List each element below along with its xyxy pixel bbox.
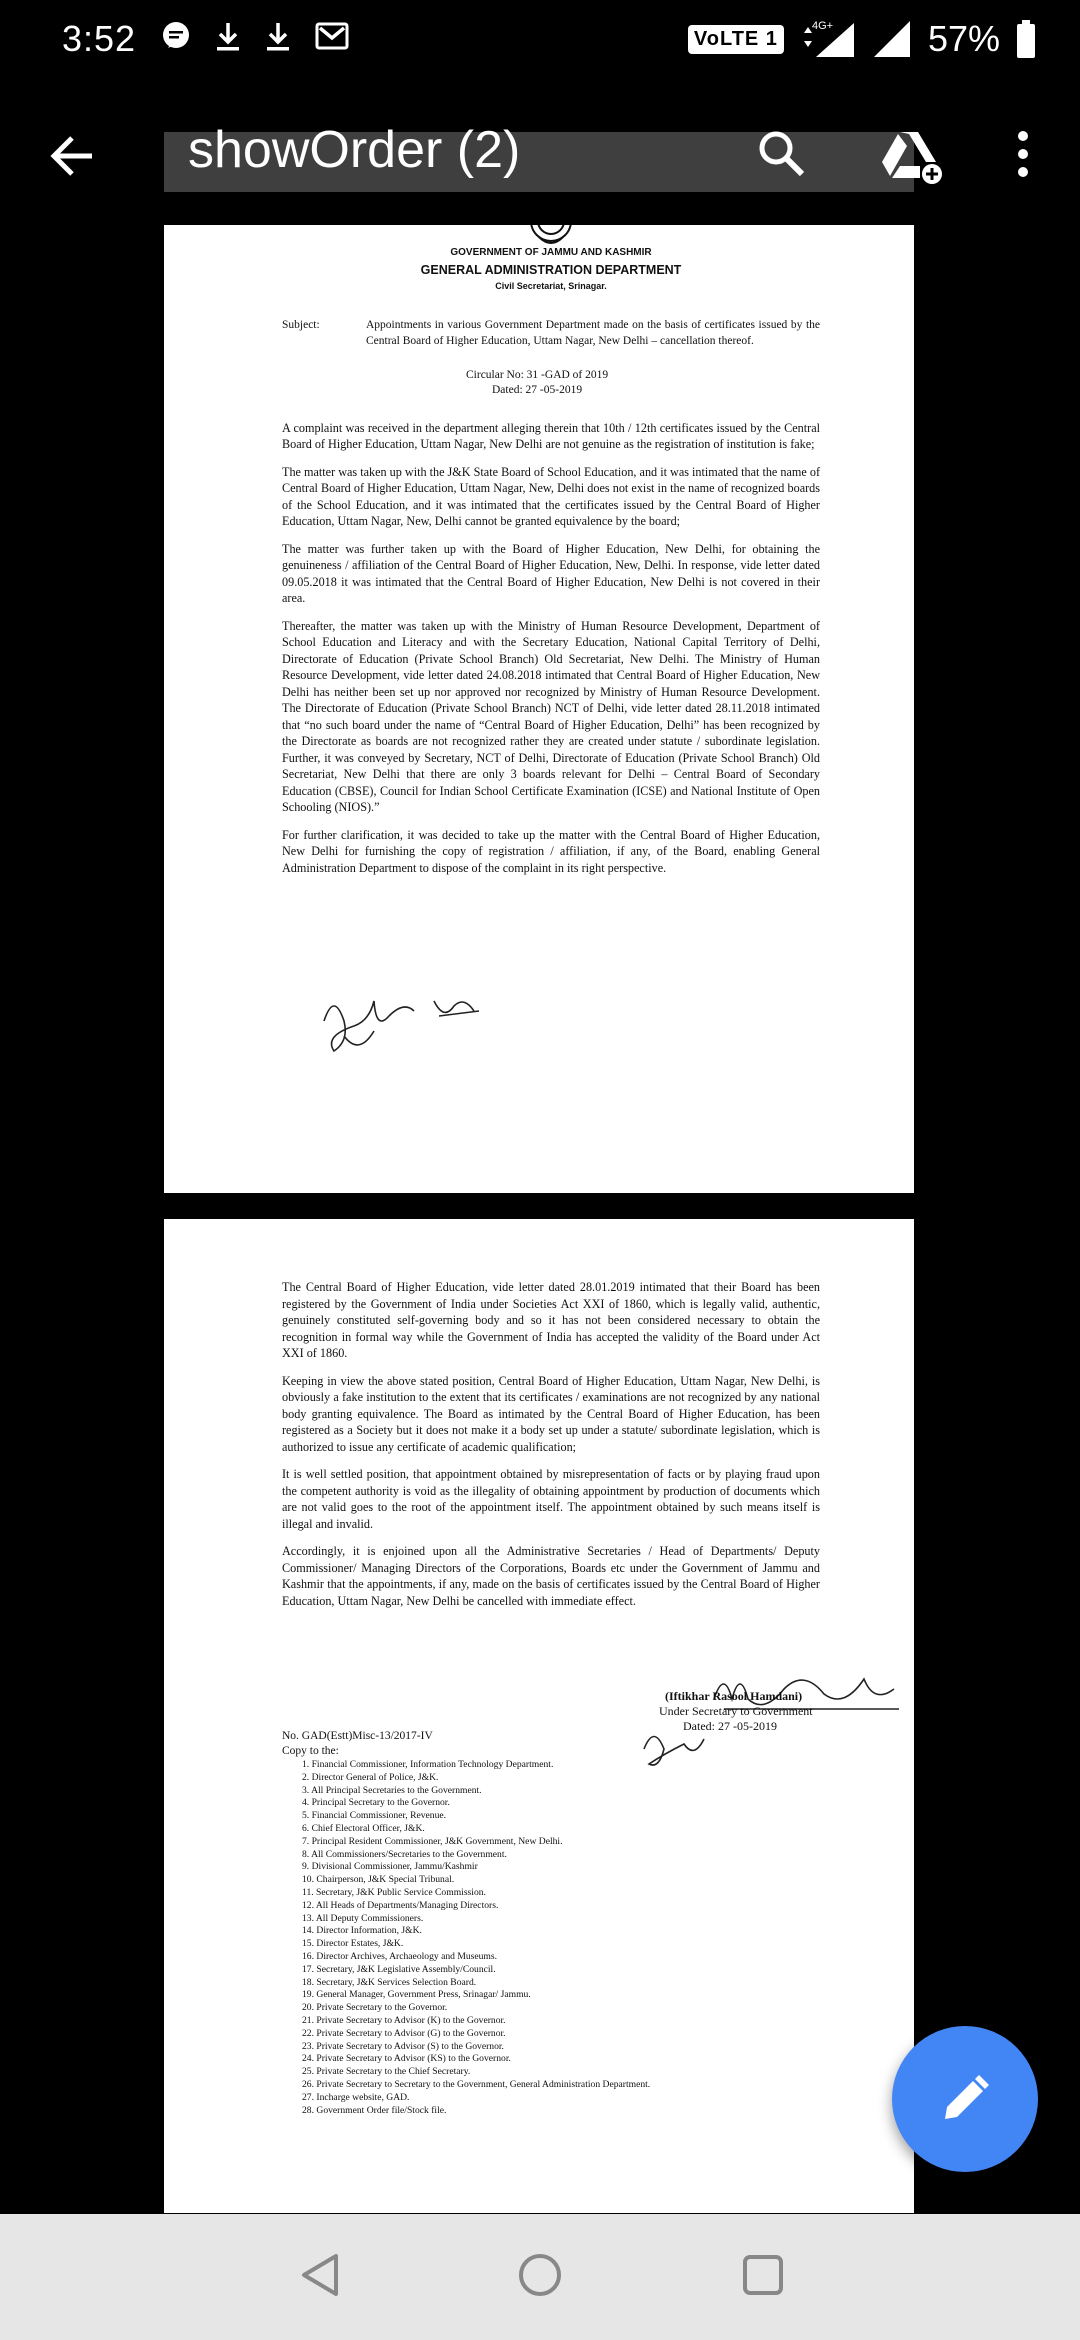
list-item: 21. Private Secretary to Advisor (K) to the Governor.	[302, 2014, 506, 2026]
status-bar	[0, 0, 1080, 82]
download-icon-2	[264, 20, 292, 52]
signal-icon	[872, 19, 912, 59]
list-item: 15. Director Estates, J&K.	[302, 1938, 404, 1950]
list-item: 28. Government Order file/Stock file.	[302, 2104, 447, 2116]
nav-back-icon[interactable]	[296, 2250, 346, 2300]
list-item: 27. Incharge website, GAD.	[302, 2091, 410, 2103]
list-item: 2. Director General of Police, J&K.	[302, 1771, 439, 1783]
paragraph: The matter was further taken up with the Board of Higher Education, New Delhi, for obtaining the genuineness / affiliation of the Central Board of Higher Education, New, Delhi. In response, vide letter dated 09.05.2018 it was intimated that the Central Board of Higher Education, New Delhi is not covered in their area.	[282, 541, 820, 605]
list-item: 19. General Manager, Government Press, Srinagar/ Jammu.	[302, 1989, 531, 2001]
gmail-icon	[314, 20, 350, 52]
header-department: GENERAL ADMINISTRATION DEPARTMENT	[420, 262, 682, 277]
list-item: 5. Financial Commissioner, Revenue.	[302, 1810, 447, 1822]
signatory-title: Under Secretary to Government	[659, 1704, 813, 1718]
subject-label: Subject:	[282, 318, 320, 331]
letterhead	[282, 245, 820, 295]
list-item: 12. All Heads of Departments/Managing Directors.	[302, 1899, 499, 1911]
status-time: 3:52	[62, 18, 137, 59]
list-item: 25. Private Secretary to the Chief Secretary.	[302, 2066, 471, 2078]
battery-icon	[1016, 20, 1036, 58]
signal-4g-icon	[800, 19, 856, 59]
list-item: 24. Private Secretary to Advisor (KS) to the Governor.	[302, 2053, 511, 2065]
nav-recents-icon[interactable]	[738, 2250, 788, 2300]
drive-add-icon[interactable]	[880, 128, 944, 184]
list-item: 4. Principal Secretary to the Governor.	[302, 1797, 450, 1809]
paragraph: Thereafter, the matter was taken up with the Ministry of Human Resource Development, Department of School Education and Literacy and with the Secretary Education, National Capital Territory of Delhi, Directorate of Education (Private School Branch) Old Secretariat, New Delhi. The Ministry of Human Resource Development, vide letter dated 24.08.2018 intimated that Central Board of Higher Education, New Delhi has neither been set up nor approved nor recognized by Ministry of Human Resource Development. The Directorate of Education (Private School Branch) NCT of Delhi, vide letter dated 28.11.2018 intimated that “no such board under the name of “Central Board of Higher Education, Delhi” has been recognized by the Directorate as boards are not recognized rather they are created under statute / subordinate legislation. Further, it was conveyed by Secretary, NCT of Delhi, Directorate of Education (Private School Branch) Old Secretariat, New Delhi that there are only 3 boards relevant for Delhi – Central Board of Secondary Education (CBSE), Council for Indian School Certificate Examination (ICSE) and National Institute of Open Schooling (NIOS).”	[282, 618, 820, 814]
signatory-date: Dated: 27 -05-2019	[683, 1719, 777, 1733]
list-item: 18. Secretary, J&K Services Selection Board.	[302, 1976, 477, 1988]
list-item: 1. Financial Commissioner, Information Technology Department.	[302, 1759, 554, 1770]
notification-icons	[160, 20, 350, 52]
paragraph: Accordingly, it is enjoined upon all the Administrative Secretaries / Head of Departments/ Deputy Commissioner/ Managing Directors of the Corporations, Boards etc under the Government of Jammu and Kashmir that the appointments, if any, made on the basis of certificates issued by the Central Board of Higher Education, Uttam Nagar, New Delhi be cancelled with immediate effect.	[282, 1544, 820, 1608]
battery-percent: 57%	[927, 18, 1000, 59]
volte-badge: VoLTE 1	[688, 25, 784, 54]
paragraph: It is well settled position, that appointment obtained by misrepresentation of facts or by playing fraud upon the competent authority is void as the illegality of obtaining appointment by production of documents which are not valid goes to the root of the appointment itself. The appointment obtained by such means itself is illegal and invalid.	[282, 1467, 820, 1531]
list-item: 14. Director Information, J&K.	[302, 1925, 422, 1937]
list-item: 8. All Commissioners/Secretaries to the Government.	[302, 1848, 507, 1860]
list-item: 9. Divisional Commissioner, Jammu/Kashmir	[302, 1861, 478, 1873]
paragraph: For further clarification, it was decided to take up the matter with the Central Board of Higher Education, New Delhi for furnishing the copy of registration / affiliation, if any, of the Board, enabling General Administration Department to dispose of the complaint in its right perspective.	[282, 827, 820, 875]
network-type-label: 4G+	[811, 20, 834, 32]
search-icon[interactable]	[756, 128, 808, 180]
pencil-icon	[939, 2073, 991, 2125]
app-bar	[0, 118, 1080, 190]
back-arrow-icon[interactable]	[48, 134, 96, 178]
subject-text: Appointments in various Government Department made on the basis of certificates issued by the Central Board of Higher Education, Uttam Nagar, New Delhi – cancellation thereof.	[366, 318, 820, 347]
list-item: 13. All Deputy Commissioners.	[302, 1912, 424, 1924]
circular-number: Circular No: 31 -GAD of 2019	[466, 368, 609, 381]
circular-info	[282, 368, 820, 398]
paragraph: A complaint was received in the department alleging therein that 10th / 12th certificates issued by the Central Board of Higher Education, Uttam Nagar, New Delhi are not genuine as the registration of institution is fake;	[282, 420, 820, 451]
list-item: 20. Private Secretary to the Governor.	[302, 2002, 448, 2014]
copy-to-label: Copy to the:	[282, 1745, 339, 1757]
paragraph: The Central Board of Higher Education, vide letter dated 28.01.2019 intimated that their Board has been registered by the Government of India under Societies Act XXI of 1860, which is legally valid, authentic, genuinely constituted self-governing body and so it has not been considered necessary to obtain the recognition in formal way while the Government of India has accepted the validity of the Board under Act XXI of 1860.	[282, 1280, 820, 1360]
document-title: showOrder (2)	[188, 121, 521, 179]
header-government: GOVERNMENT OF JAMMU AND KASHMIR	[450, 247, 652, 258]
download-icon	[214, 20, 242, 52]
initials-signature	[314, 981, 484, 1061]
more-options-icon[interactable]	[1010, 128, 1036, 180]
paragraph: Keeping in view the above stated position, Central Board of Higher Education, Uttam Nagar, New Delhi, is obviously a fake institution to the extent that its certificates / examinations are not recognized by any national body granting equivalence. The Board as intimated by the Central Board of Higher Education, has been registered as a Society but it does not make it a body set up under a statute/ subordinate legislation, which is authorized to issue any certificate of academic qualification;	[282, 1373, 820, 1454]
document-page-2[interactable]	[164, 1219, 914, 2213]
list-item: 26. Private Secretary to Secretary to the Government, General Administration Department.	[302, 2078, 651, 2090]
status-right	[688, 18, 1036, 60]
header-address: Civil Secretariat, Srinagar.	[495, 281, 607, 291]
message-icon	[160, 20, 192, 52]
edit-fab-button[interactable]	[892, 2026, 1038, 2172]
list-item: 3. All Principal Secretaries to the Government.	[302, 1784, 482, 1796]
document-page-1[interactable]	[164, 225, 914, 1193]
list-item: 11. Secretary, J&K Public Service Commission.	[302, 1886, 486, 1898]
list-item: 22. Private Secretary to Advisor (G) to the Governor.	[302, 2027, 506, 2039]
copy-list	[282, 1759, 820, 2117]
list-item: 16. Director Archives, Archaeology and Museums.	[302, 1950, 498, 1962]
nav-home-icon[interactable]	[515, 2250, 565, 2300]
list-item: 6. Chief Electoral Officer, J&K.	[302, 1822, 425, 1834]
signatory-name: (Iftikhar Rasool Hamdani)	[665, 1689, 803, 1703]
list-item: 23. Private Secretary to Advisor (S) to the Governor.	[302, 2040, 504, 2052]
list-item: 7. Principal Resident Commissioner, J&K Government, New Delhi.	[302, 1835, 563, 1847]
list-item: 17. Secretary, J&K Legislative Assembly/Council.	[302, 1963, 496, 1975]
paragraph: The matter was taken up with the J&K State Board of School Education, and it was intimated that the name of Central Board of Higher Education, Uttam Nagar, New, Delhi does not exist in the name of recognized boards of the School Education, and it was intimated that the certificates issued by the Central Board of Higher Education, Uttam Nagar, New, Delhi cannot be granted equivalence by the board;	[282, 464, 820, 528]
reference-number: No. GAD(Estt)Misc-13/2017-IV	[282, 1730, 433, 1742]
subject-row	[282, 317, 820, 350]
list-item: 10. Chairperson, J&K Special Tribunal.	[302, 1874, 455, 1886]
navigation-bar	[0, 2214, 1080, 2340]
circular-date: Dated: 27 -05-2019	[492, 383, 583, 396]
